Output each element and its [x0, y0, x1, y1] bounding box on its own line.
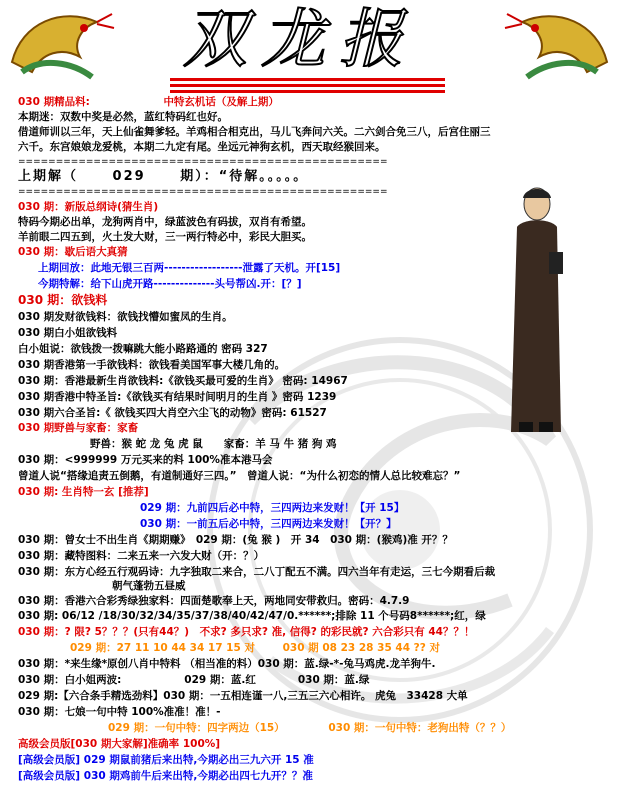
title-underline	[170, 78, 445, 96]
s32: 029 期:【六合条手精选劲料】030 期：一五相连谨一八,三五三六心相许。 虎兔 33428 大单	[18, 690, 468, 702]
s12: 030 期：香港最新生肖欲钱料:《欲钱买最可爱的生肖》 密码: 14967	[18, 375, 348, 387]
s22: 030 期：曾女士不出生肖《期期赚》 029 期：(兔 猴 ) 开 34 030 期：(猴鸡)准 开？？	[18, 534, 453, 546]
s17: 030 期：<999999 万元买来的料 100%准本港马会	[18, 454, 273, 466]
separator-bottom: =================================================	[18, 187, 388, 197]
solve-c: 期）：“待解。。。。。	[180, 169, 309, 184]
line-1-b: 中特玄机话（及解上期）	[163, 96, 279, 108]
s35: 高级会员版[030 期大家解]准确率 100%]	[18, 738, 221, 750]
s15: 030 期野兽与家畜：家畜	[18, 422, 139, 434]
s29-a: 029 期：27 11 10 44 34 17 15 对	[70, 642, 255, 654]
s28: 030 期：? 限? 5？？？(只有44？) 不求? 多只求? 准, 信得? 的彩民就? 六合彩只有 44？？！	[18, 626, 475, 638]
s37-b: 030 期鸡前牛后来出特,今期必出四七九开？？准	[80, 770, 313, 782]
s34	[108, 722, 511, 735]
s30: 030 期：*来生缘*原创八肖中特料 （相当准的料）030 期：蓝.绿-*-兔马鸡虎.龙羊狗牛.	[18, 658, 436, 670]
s5-b: 泄露了天机。开[15]	[242, 262, 341, 274]
s36-a: [高级会员版]	[18, 754, 81, 766]
s37	[18, 770, 313, 783]
solve-line	[18, 170, 308, 183]
person-figure-icon	[505, 182, 565, 437]
s19: 030 期: 生肖特一玄 [推荐]	[18, 486, 149, 498]
s33: 030 期：七娘一句中特 100%准准！准！-	[18, 706, 221, 718]
s34-b: 030 期：一句中特：老狗出特（？？）	[328, 722, 512, 734]
s6	[38, 278, 302, 291]
s18: 曾道人说“搭缘追责五倒鹅，有道制通好三四。” 曾道人说：“为什么初恋的情人总比较难忘？”	[18, 470, 461, 482]
s26: 030 期：香港六合彩秀绿独家料：四面楚歌奉上天，两地同安带救归。密码：4.7.9	[18, 595, 410, 607]
s20: 029 期：九前四后必中特，三四两边来发财！【开 15】	[140, 502, 405, 514]
s31: 030 期：白小姐两波: 029 期：蓝.红 030 期：蓝.绿	[18, 674, 370, 686]
s4: 030 期：歇后语大真猜	[18, 246, 128, 258]
s27: 030 期: 06/12 /18/30/32/34/35/37/38/40/42/47/0.******;排除 11 个号码8******;红，绿	[18, 610, 486, 622]
s10: 白小姐说：欲钱拨一拨嘛跳大能小路路通的 密码 327	[18, 343, 268, 355]
s21: 030 期：一前五后必中特，三四两边来发财！【开？】	[140, 518, 397, 530]
s23: 030 期：藏特图料：二来五来一六发大财（开：？）	[18, 550, 265, 562]
s5-a: 上期回放：此地无银三百两------------------	[38, 262, 243, 274]
s34-a: 029 期：一句中特：四字两边（15）	[108, 722, 285, 734]
s9: 030 期白小姐欲钱料	[18, 327, 118, 339]
s37-a: [高级会员版]	[18, 770, 81, 782]
s5	[38, 262, 340, 275]
solve-b: 029	[112, 169, 146, 184]
separator-top: =================================================	[18, 157, 388, 167]
s13: 030 期香港中特圣旨:《欲钱买有结果时间明月的生肖 》密码 1239	[18, 391, 337, 403]
s36-b: 029 期鼠前猪后来出特,今期必出三九六开 15 准	[80, 754, 314, 766]
s2: 特码今期必出单，龙狗两肖中，绿蓝波色有码拔，双肖有希望。	[18, 216, 312, 228]
s1: 030 期：新版总纲诗(猜生肖)	[18, 201, 159, 213]
dragon-right-icon	[502, 2, 617, 84]
s6-b: 头号帮凶.开：[？]	[214, 278, 302, 290]
s24: 030 期：东方心经五行观码诗：九字独取二来合，二八丁配五不满。四六当年有走运，三七今期看后裁	[18, 566, 496, 578]
s16: 野兽：猴 蛇 龙 兔 虎 鼠 家畜：羊 马 牛 猪 狗 鸡	[90, 438, 337, 450]
line-3: 借道师训以三年，天上仙雀舞爹轻。羊鸡相合相克出，马儿飞奔问六关。二六剑合免三八，后宫住丽三	[18, 126, 491, 138]
solve-a: 上期解（	[18, 169, 79, 184]
line-1	[18, 96, 279, 109]
s29-b: 030 期 08 23 28 35 44 ?? 对	[282, 642, 441, 654]
line-4: 六千。东宫娘娘龙爱桃，本期二九定有尾。坐远元神狗玄机，西天取经猴回来。	[18, 141, 386, 153]
s7: 030 期：欲钱料	[18, 293, 108, 307]
s6-a: 今期特解：给下山虎开路--------------	[38, 278, 215, 290]
line-1-a: 030 期精品料:	[18, 96, 90, 108]
s8: 030 期发财欲钱料：欲钱找懵如蜜凤的生肖。	[18, 311, 233, 323]
s36	[18, 754, 314, 767]
s11: 030 期香港第一手欲钱料：欲钱看美国军事大楼几角的。	[18, 359, 286, 371]
dragon-left-icon	[2, 2, 117, 84]
s3: 羊前眼二四五到，火土发大财，三一两行特必中，彩民大胆买。	[18, 231, 312, 243]
s29	[70, 642, 440, 655]
s14: 030 期六合圣旨:《 欲钱买四大肖空六尘飞的动物》密码: 61527	[18, 407, 327, 419]
header	[0, 0, 619, 92]
s25: 朝气蓬勃五昼威	[112, 580, 186, 592]
page-title: 双龙报	[183, 3, 417, 77]
line-2: 本期迷：双数中奖是必然，蓝红特码红也好。	[18, 111, 228, 123]
